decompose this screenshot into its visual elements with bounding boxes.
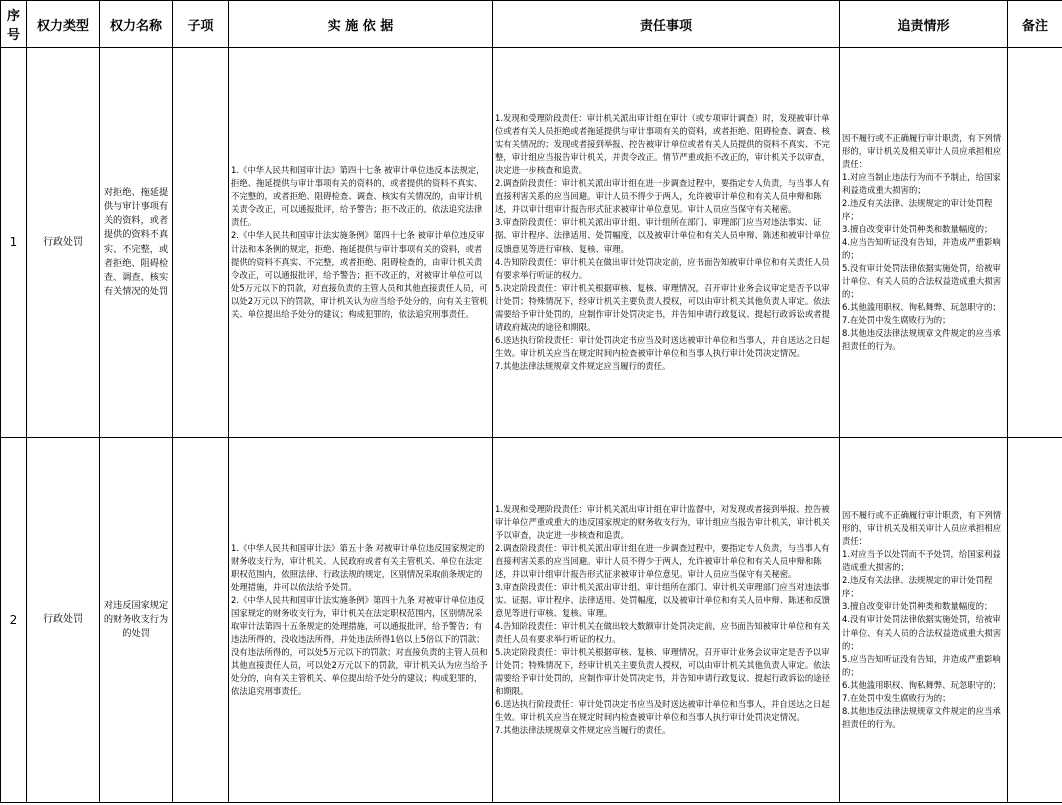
row-duties — [493, 438, 840, 803]
accountability-item: 7.在处罚中发生腐败行为的； — [842, 315, 951, 326]
header-basis: 实 施 依 据 — [229, 1, 493, 48]
duty-item: 3.审查阶段责任：审计机关派出审计组、审计组所在部门、审理部门应当对违法事实、证据、审计程序、法律适用、处罚幅度，以及被审计单位和有关人员申辩、陈述和被审计单位反馈意见等进行审核、复核、审理。 — [495, 217, 830, 254]
header-subitem: 子项 — [173, 1, 229, 48]
header-duties: 责任事项 — [493, 1, 840, 48]
accountability-item: 1.对应当制止违法行为而不予制止，给国家利益造成重大损害的； — [842, 171, 1001, 195]
accountability-item: 8.其他违反法律法规规章文件规定的应当承担责任的行为。 — [842, 705, 1001, 729]
row-basis — [229, 48, 493, 438]
duty-item: 2.调查阶段责任：审计机关派出审计组在进一步调查过程中，要指定专人负责，与当事人有直接利害关系的应当回避。审计人员不得少于两人，允许被审计单位和有关人员申辩和陈述，并以审计组审计报告形式征求被审计单位意见。审计人员应当保守有关秘密。 — [495, 542, 830, 579]
row-duties — [493, 48, 840, 438]
duty-item: 6.送达执行阶段责任：审计处罚决定书应当及时送达被审计单位和当事人，并自送达之日起生效。审计机关应当在规定时间内检查被审计单位和当事人执行审计处罚决定情况。 — [495, 334, 830, 358]
row-accountability — [840, 438, 1008, 803]
basis-item: 1.《中华人民共和国审计法》第四十七条 被审计单位违反本法规定，拒绝、拖延提供与审计事项有关的资料的，或者提供的资料不真实、不完整的，或者拒绝、阻碍检查、调查、核实有关情况的，由审计机关责令改正，可以通报批评，给予警告；拒不改正的，依法追究法律责任。 — [231, 165, 485, 228]
header-seq: 序号 — [1, 1, 27, 48]
row-power-name: 对拒绝、拖延提供与审计事项有关的资料，或者提供的资料不真实、不完整，或者拒绝、阻碍检查、调查、核实有关情况的处罚 — [100, 48, 173, 438]
row-note — [1008, 438, 1062, 803]
accountability-item: 8.其他违反法律法规规章文件规定的应当承担责任的行为。 — [842, 328, 1001, 352]
row-seq: 2 — [1, 438, 27, 803]
header-power-name: 权力名称 — [100, 1, 173, 48]
accountability-item: 2.违反有关法律、法规规定的审计处罚程序； — [842, 575, 993, 599]
accountability-item: 5.没有审计处罚法律依据实施处罚，给被审计单位、有关人员的合法权益造成重大损害的； — [842, 263, 1002, 300]
header-row — [1, 1, 1062, 48]
accountability-item: 1.对应当予以处罚而不予处罚，给国家利益造成重大损害的； — [842, 549, 1001, 573]
duty-item: 3.审查阶段责任：审计机关派出审计组、审计组所在部门、审计机关审理部门应当对违法事实、证据、审计程序、法律适用、处罚幅度，以及被审计单位和有关人员申辩、陈述和反馈意见等进行审核、复核、审理。 — [495, 581, 830, 618]
accountability-item: 因不履行或不正确履行审计职责，有下列情形的，审计机关及相关审计人员应承担相应责任： — [842, 510, 1002, 547]
accountability-item: 4.应当告知听证没有告知，并造成严重影响的； — [842, 236, 1001, 260]
duty-item: 4.告知阶段责任：审计机关在做出较大数额审计处罚决定前，应书面告知被审计单位和有关责任人员有要求举行听证的权力。 — [495, 621, 830, 645]
accountability-item: 2.违反有关法律、法规规定的审计处罚程序； — [842, 197, 993, 221]
row-basis — [229, 438, 493, 803]
duty-item: 2.调查阶段责任：审计机关派出审计组在进一步调查过程中，要指定专人负责，与当事人有直接利害关系的应当回避。审计人员不得少于两人，允许被审计单位和有关人员申辩和陈述，并以审计组审计报告形式征求被审计单位意见。审计人员应当保守有关秘密。 — [495, 178, 830, 215]
duty-item: 4.告知阶段责任：审计机关在做出审计处罚决定前，应书面告知被审计单位和有关责任人员有要求举行听证的权力。 — [495, 256, 830, 280]
row-subitem — [173, 48, 229, 438]
duty-item: 7.其他法律法规规章文件规定应当履行的责任。 — [495, 360, 671, 371]
row-accountability — [840, 48, 1008, 438]
duty-item: 7.其他法律法规规章文件规定应当履行的责任。 — [495, 725, 671, 736]
accountability-item: 5.应当告知听证没有告知，并造成严重影响的； — [842, 653, 1001, 677]
row-power-name: 对违反国家规定的财务收支行为的处罚 — [100, 438, 173, 803]
accountability-item: 3.擅自改变审计处罚种类和数量幅度的； — [842, 601, 993, 612]
table-row — [1, 438, 1062, 803]
accountability-item: 因不履行或不正确履行审计职责，有下列情形的，审计机关及相关审计人员应承担相应责任： — [842, 132, 1002, 169]
duty-item: 5.决定阶段责任：审计机关根据审核、复核、审理情况，召开审计业务会议审定是否予以审计处罚；特殊情况下，经审计机关主要负责人授权，可以由审计机关其他负责人审定。依法需要给予审计处罚的，应制作审计处罚决定书，并告知申请行政复议、提起行政诉讼或者提请政府裁决的途径和期限。 — [495, 282, 830, 332]
row-power-type: 行政处罚 — [27, 438, 100, 803]
duty-item: 5.决定阶段责任：审计机关根据审核、复核、审理情况，召开审计业务会议审定是否予以审计处罚；特殊情况下，经审计机关主要负责人授权，可以由审计机关其他负责人审定。依法需要给予审计处罚的，应制作审计处罚决定书，并告知申请行政复议、提起行政诉讼的途径和期限。 — [495, 647, 830, 697]
accountability-item: 6.其他滥用职权、徇私舞弊、玩忽职守的； — [842, 302, 1001, 313]
header-power-type: 权力类型 — [27, 1, 100, 48]
accountability-item: 7.在处罚中发生腐败行为的； — [842, 692, 951, 703]
basis-item: 2.《中华人民共和国审计法实施条例》第四十九条 对被审计单位违反国家规定的财务收支行为，审计机关在法定职权范围内，区别情况采取审计法第四十五条规定的处理措施，可以通报批评，给予警告；有违法所得的，没收违法所得，并处违法所得1倍以上5倍以下的罚款；没有违法所得的，可以处5万元以下的罚款；对直接负责的主管人员和其他直接责任人员，可以处2万元以下的罚款，审计机关认为应当给予处分的，向有关主管机关、单位提出给予处分的建议；构成犯罪的，依法追究刑事责任。 — [231, 594, 488, 697]
row-note — [1008, 48, 1062, 438]
duty-item: 1.发现和受理阶段责任：审计机关派出审计组在审计监督中，对发现或者接到举报、控告被审计单位严重或重大的违反国家规定的财务收支行为，审计组应当报告审计机关，审计机关予以审查，决定进一步核查和追责。 — [495, 503, 830, 540]
row-subitem — [173, 438, 229, 803]
basis-item: 1.《中华人民共和国审计法》第五十条 对被审计单位违反国家规定的财务收支行为，审计机关、人民政府或者有关主管机关、单位在法定职权范围内，依照法律、行政法规的规定，区别情况采取前条规定的处理措施，并可以依法给予处罚。 — [231, 542, 485, 592]
header-accountability: 追责情形 — [840, 1, 1008, 48]
basis-item: 2.《中华人民共和国审计法实施条例》第四十七条 被审计单位违反审计法和本条例的规定，拒绝、拖延提供与审计事项有关的资料，或者提供的资料不真实、不完整，或者拒绝、阻碍检查的，由审计机关责令改正，可以通报批评，给予警告；拒不改正的，对被审计单位可以处5万元以下的罚款，对直接负责的主管人员和其他直接责任人员，可以处2万元以下的罚款，审计机关认为应当给予处分的，向有关主管机关、单位提出给予处分的建议；构成犯罪的，依法追究刑事责任。 — [231, 230, 488, 319]
accountability-item: 3.擅自改变审计处罚种类和数量幅度的； — [842, 223, 993, 234]
row-power-type: 行政处罚 — [27, 48, 100, 438]
header-note: 备注 — [1008, 1, 1062, 48]
accountability-item: 6.其他滥用职权、徇私舞弊、玩忽职守的； — [842, 679, 1001, 690]
table-row — [1, 48, 1062, 438]
row-seq: 1 — [1, 48, 27, 438]
duty-item: 1.发现和受理阶段责任：审计机关派出审计组在审计（或专项审计调查）时，发现被审计单位或者有关人员拒绝或者拖延提供与审计事项有关的资料，或者拒绝、阻碍检查、调查、核实有关情况的；发现或者接到举报、控告被审计单位或者有关人员提供的资料不真实、不完整，审计组应当报告审计机关，并责令改正。情节严重或拒不改正的，审计机关予以审查，决定进一步核查和追责。 — [495, 113, 830, 176]
accountability-item: 4.没有审计处罚法律依据实施处罚，给被审计单位、有关人员的合法权益造成重大损害的； — [842, 614, 1002, 651]
duty-item: 6.送达执行阶段责任：审计处罚决定书应当及时送达被审计单位和当事人，并自送达之日起生效。审计机关应当在规定时间内检查被审计单位和当事人执行审计处罚决定情况。 — [495, 699, 830, 723]
